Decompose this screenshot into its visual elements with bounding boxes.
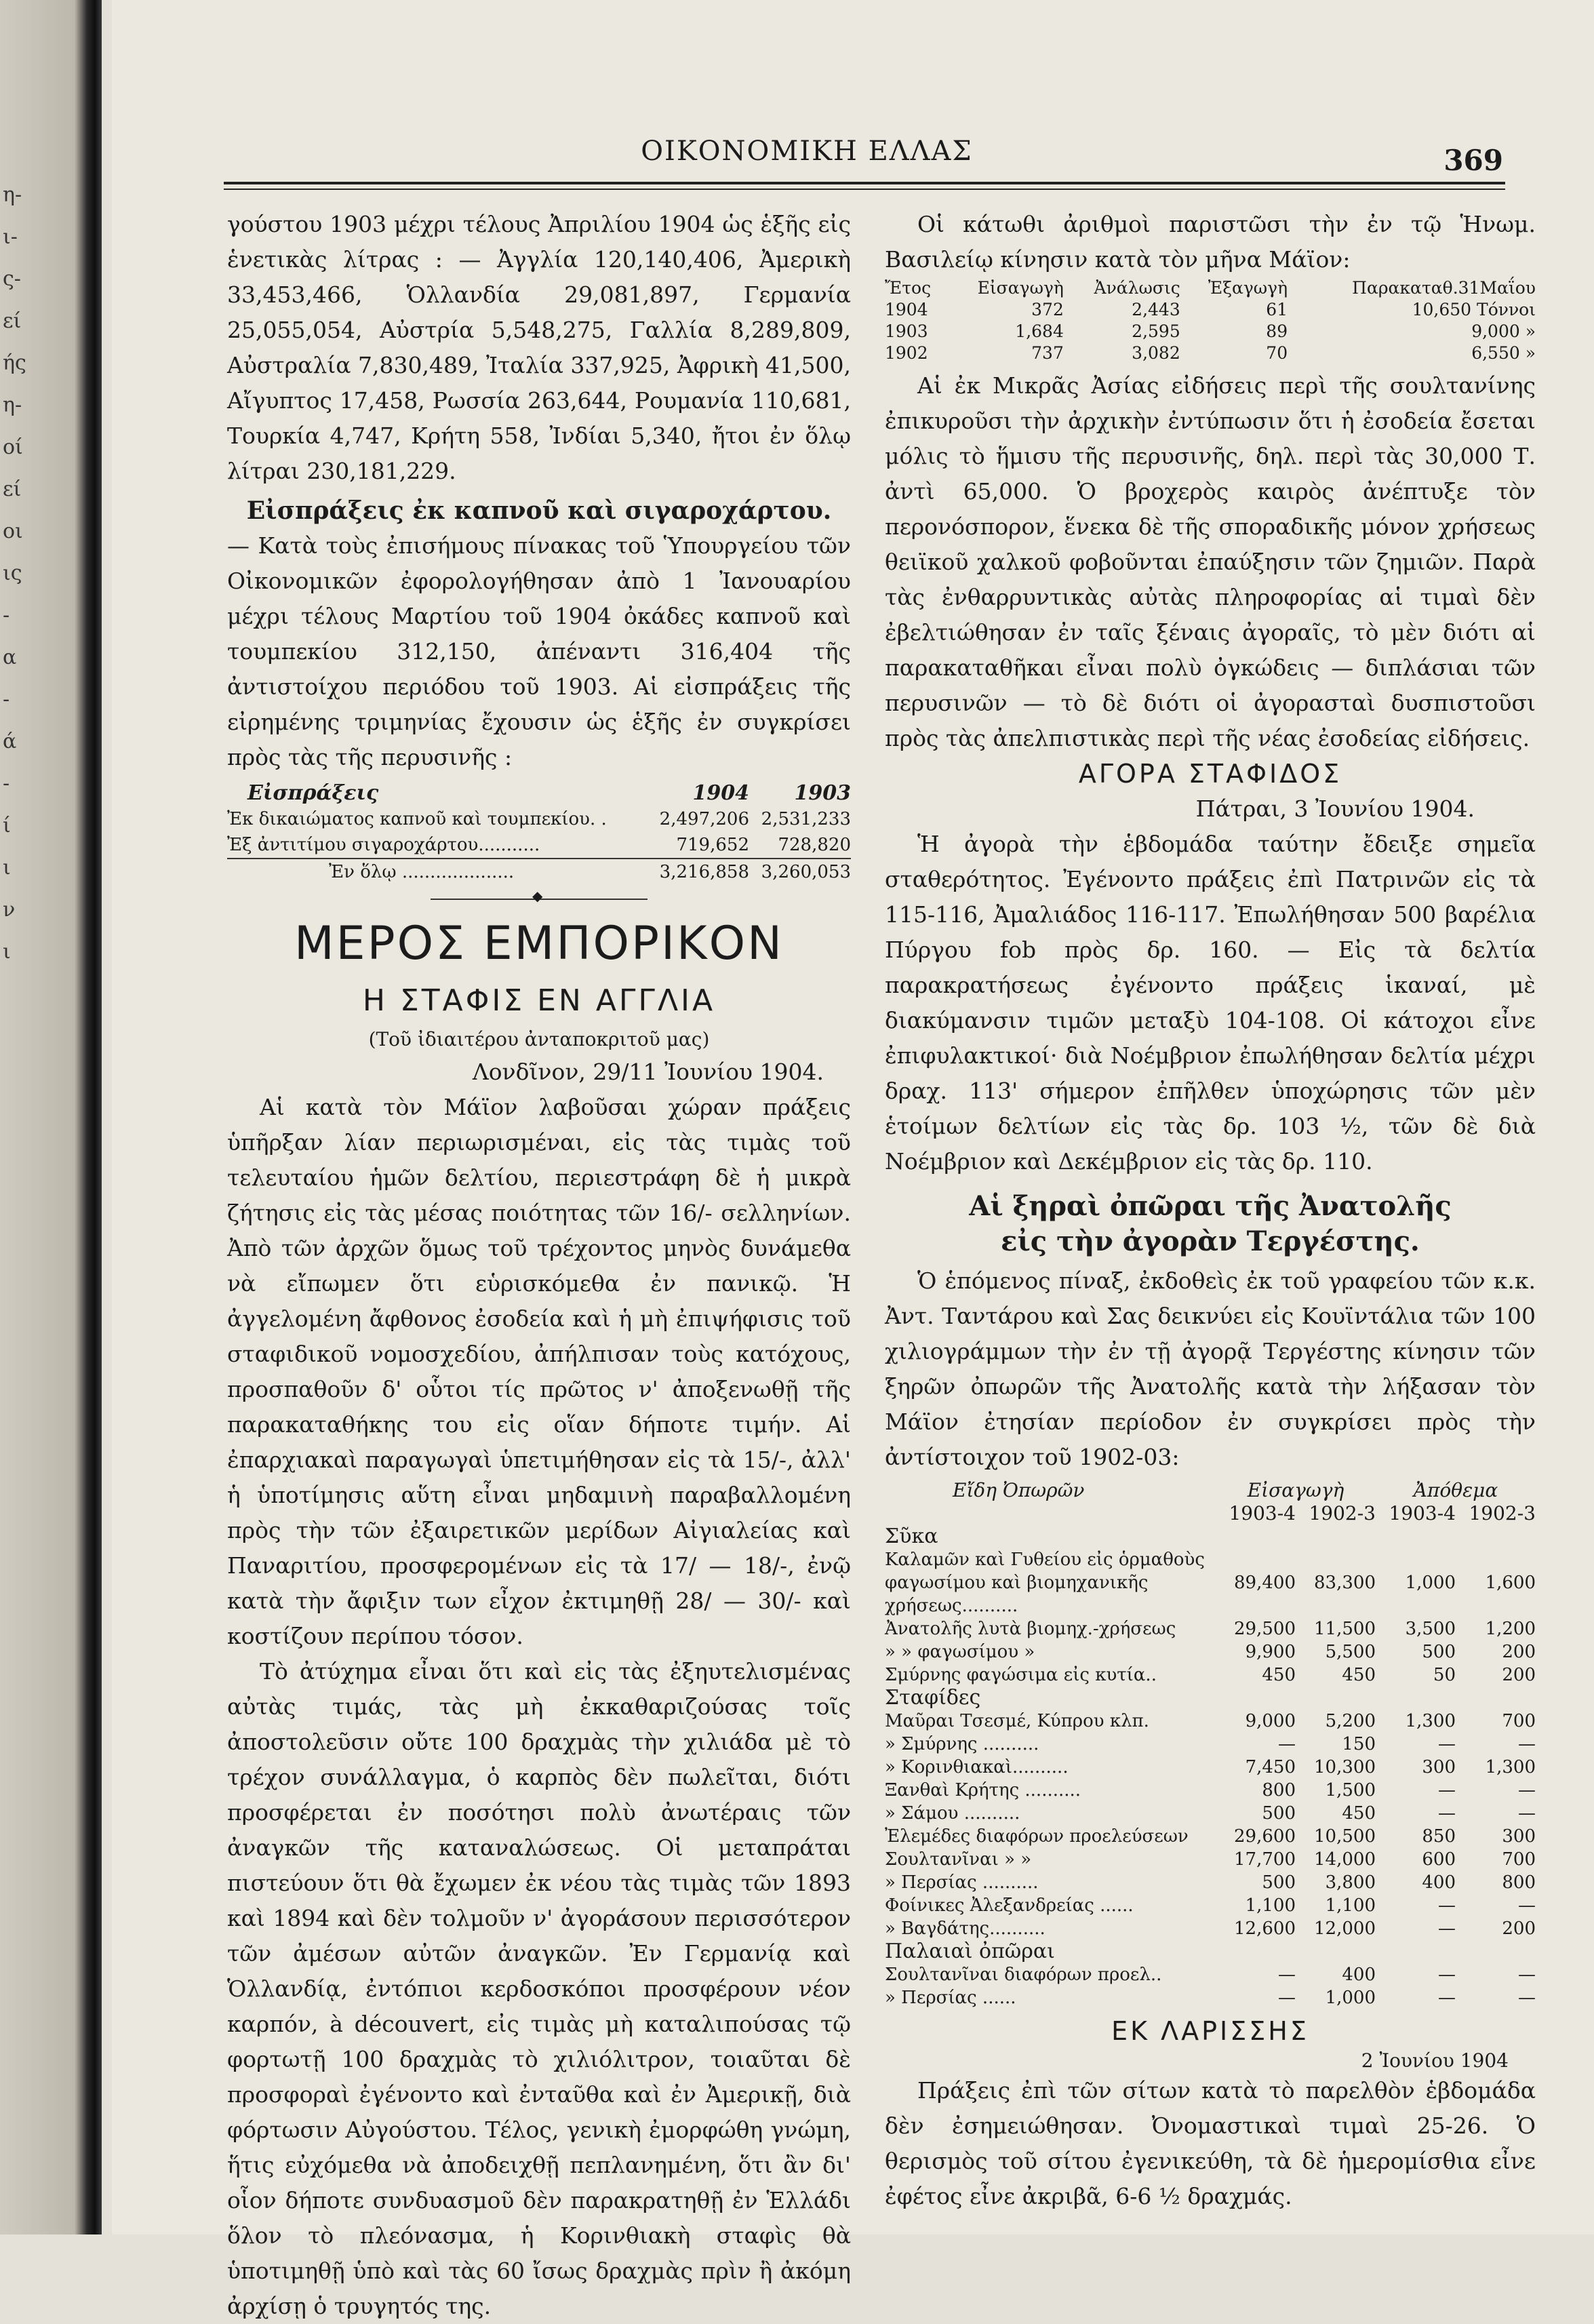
table-cell: 850: [1422, 1826, 1456, 1847]
margin-fragment: εί: [3, 477, 22, 501]
table-row: [885, 1963, 1536, 1986]
table-group-row: [885, 1525, 1536, 1548]
table-row: [885, 1779, 1536, 1802]
table-cell: 17,700: [1234, 1849, 1296, 1870]
article-dateline: Λονδῖνον, 29/11 Ἰουνίου 1904.: [472, 1059, 824, 1085]
table-cell: 200: [1502, 1642, 1536, 1662]
running-title: ΟΙΚΟΝΟΜΙΚΗ ΕΛΛΑΣ: [641, 136, 973, 167]
table-year: 1903-4: [1389, 1502, 1456, 1524]
table-row: [885, 1640, 1536, 1663]
table-cell: 150: [1342, 1734, 1376, 1754]
table-cell-label: Μαῦραι Τσεσμέ, Κύπρου κλπ.: [885, 1711, 1149, 1731]
table-row: [885, 1848, 1536, 1871]
margin-fragment: -: [3, 604, 10, 627]
table-cell: —: [1278, 1965, 1296, 1985]
table-row: [227, 806, 851, 832]
table-group-row: [885, 1687, 1536, 1710]
table-header-stock: Ἀπόθεμα: [1413, 1479, 1498, 1501]
table-cell: 3,082: [1132, 343, 1180, 363]
table-cell: 12,600: [1234, 1918, 1296, 1939]
right-column: [885, 207, 1536, 2214]
table-cell-label: Καλαμῶν καὶ Γυθείου εἰς ὁρμαθοὺς φαγωσίμου καὶ βιομηχανικῆς χρήσεως..........: [885, 1550, 1205, 1616]
table-cell: [1456, 1525, 1536, 1548]
table-cell: [1456, 1687, 1536, 1710]
table-cell-label: Ἐλεμέδες διαφόρων προελεύσεων: [885, 1826, 1189, 1847]
table-cell-label: » Σάμου ..........: [885, 1803, 1020, 1824]
table-cell: 400: [1342, 1965, 1376, 1985]
table-cell: —: [1438, 1965, 1456, 1985]
table-cell: 450: [1262, 1665, 1296, 1685]
margin-fragment: ί: [3, 814, 11, 838]
table-row: [885, 1802, 1536, 1825]
margin-fragment: ά: [3, 730, 17, 753]
market-dateline: Πάτραι, 3 Ἰουνίου 1904.: [1195, 795, 1475, 822]
table-row: [885, 1894, 1536, 1917]
table-cell-label: Φοίνικες Ἀλεξανδρείας ......: [885, 1895, 1134, 1916]
table-cell: —: [1278, 1988, 1296, 2008]
table-cell: 1,100: [1245, 1895, 1296, 1916]
table-row: [885, 1663, 1536, 1687]
margin-fragment: α: [3, 646, 17, 669]
table-cell: [1296, 1940, 1376, 1963]
table-cell: —: [1438, 1988, 1456, 2008]
margin-fragment: ι: [3, 856, 11, 880]
table-cell: —: [1438, 1895, 1456, 1916]
table-cell: 200: [1502, 1665, 1536, 1685]
book-gutter: [0, 0, 102, 2234]
table-cell: 2,531,233: [761, 809, 851, 829]
table-cell: —: [1278, 1734, 1296, 1754]
table-cell: —: [1518, 1734, 1536, 1754]
table-cell: —: [1438, 1918, 1456, 1939]
table-cell: 700: [1502, 1849, 1536, 1870]
table-cell: 6,550 »: [1471, 343, 1536, 363]
table-cell: —: [1518, 1895, 1536, 1916]
market-title: ΑΓΟΡΑ ΣΤΑΦΙΔΟΣ: [1078, 759, 1342, 789]
table-row: [885, 1710, 1536, 1733]
table-cell-label: » Σμύρνης ..........: [885, 1734, 1039, 1754]
table-row: [227, 832, 851, 859]
table-cell-label: » » φαγωσίμου »: [885, 1642, 1035, 1662]
table-header-row: [227, 781, 851, 806]
left-column: [227, 207, 851, 2324]
table-cell: [1376, 1525, 1456, 1548]
table-cell: [1296, 1687, 1376, 1710]
table-cell: 3,260,053: [749, 859, 851, 885]
table-cell-label: Σῦκα: [885, 1524, 938, 1548]
table-cell: 500: [1262, 1803, 1296, 1824]
table-cell: 300: [1422, 1757, 1456, 1777]
table-header-kind: Εἴδη Ὀπωρῶν: [953, 1479, 1085, 1501]
table-cell: —: [1438, 1734, 1456, 1754]
page-header: [112, 136, 1502, 176]
heading-tobacco-revenue: Εἰσπράξεις ἐκ καπνοῦ καὶ σιγαροχάρτου.: [246, 496, 832, 525]
table-cell: —: [1518, 1965, 1536, 1985]
table-cell: 500: [1262, 1872, 1296, 1893]
fruit-table-body: [885, 1525, 1536, 2009]
paragraph-larissa: Πράξεις ἐπὶ τῶν σίτων κατὰ τὸ παρελθὸν ἑβδομάδα δὲν ἐσημειώθησαν. Ὀνομαστικαὶ τιμαὶ 25-26. Ὁ θερισμὸς τοῦ σίτου ἐγενικεύθη, τὰ δὲ ἡμερομίσθια εἶνε ἐφέτος εἶνε ἀκριβᾶ, 6-6 ½ δραχμάς.: [885, 2077, 1536, 2209]
table-row: [885, 1871, 1536, 1894]
table-cell-label: » Περσίας ......: [885, 1988, 1016, 2008]
table-cell: 400: [1422, 1872, 1456, 1893]
table-cell: 12,000: [1314, 1918, 1376, 1939]
table-cell: 1,600: [1485, 1573, 1536, 1593]
larissa-date: 2 Ἰουνίου 1904: [1361, 2049, 1509, 2072]
table-cell: 700: [1502, 1711, 1536, 1731]
table-cell: 1,300: [1405, 1711, 1456, 1731]
margin-fragment: -: [3, 772, 10, 795]
table-years-row: [885, 1502, 1536, 1525]
table-cell: 3,800: [1325, 1872, 1376, 1893]
margin-fragment: ις: [3, 562, 22, 585]
table-header-1903: 1903: [794, 781, 851, 805]
larissa-title: ΕΚ ΛΑΡΙΣΣΗΣ: [1111, 2016, 1309, 2046]
table-cell: [1216, 1940, 1296, 1963]
table-cell-label: » Βαγδάτης..........: [885, 1918, 1045, 1939]
header-rule-top: [224, 182, 1505, 184]
table-cell: 1,000: [1325, 1988, 1376, 2008]
table-cell: 29,500: [1234, 1619, 1296, 1639]
table-cell: [1376, 1687, 1456, 1710]
table-cell: 1903: [885, 321, 928, 341]
table-header-import: Εἰσαγωγὴ: [1247, 1479, 1344, 1501]
table-cell: 89: [1266, 321, 1288, 341]
table-row: [885, 1733, 1536, 1756]
table-cell: 1,100: [1325, 1895, 1376, 1916]
margin-fragment: ι: [3, 940, 11, 964]
table-cell-label: » Περσίας ..........: [885, 1872, 1039, 1893]
table-header-1904: 1904: [692, 781, 749, 805]
table-cell: Ἐν ὅλῳ ....................: [227, 859, 647, 885]
fruit-title-line-2: εἰς τὴν ἀγορὰν Τεργέστης.: [1001, 1225, 1420, 1257]
paragraph-exports: γούστου 1903 μέχρι τέλους Ἀπριλίου 1904 ὡς ἑξῆς εἰς ἑνετικὰς λίτρας : — Ἀγγλία 120,140,406, Ἀμερικὴ 33,453,466, Ὁλλανδία 29,081,897, Γερμανία 25,055,054, Αὐστρία 5,548,275, Γαλλία 8,289,809, Αὐστραλία 7,830,489, Ἰταλία 337,925, Ἀφρικὴ 41,500, Αἴγυπτος 17,458, Ρωσσία 263,644, Ρουμανία 110,681, Τουρκία 4,747, Κρήτη 558, Ἰνδίαι 5,340, ἤτοι ἐν ὅλῳ λίτραι 230,181,229.: [227, 211, 851, 484]
table-row: [885, 1825, 1536, 1848]
table-cell: [1376, 1940, 1456, 1963]
table-cell: 1,200: [1485, 1619, 1536, 1639]
table-row: [885, 1617, 1536, 1640]
table-cell-label: Σμύρνης φαγώσιμα εἰς κυτία..: [885, 1665, 1157, 1685]
table-cell: 737: [1031, 343, 1064, 363]
margin-fragment: εί: [3, 309, 22, 333]
margin-fragment: ς-: [3, 267, 21, 291]
table-row: [885, 342, 1536, 364]
table-total-row: [227, 859, 851, 885]
table-header-cell: Ἔτος: [885, 278, 932, 298]
table-cell-label: Ἀνατολῆς λυτὰ βιομηχ.-χρήσεως: [885, 1619, 1176, 1639]
ornamental-divider: [431, 899, 647, 900]
margin-fragment: ν: [3, 898, 16, 922]
table-cell: 10,650 Τόννοι: [1412, 300, 1536, 319]
margin-fragment: οί: [3, 435, 23, 459]
table-cell: [1296, 1525, 1376, 1548]
table-cell: —: [1518, 1780, 1536, 1800]
table-cell: 728,820: [778, 835, 851, 855]
paragraph-article-1: Αἱ κατὰ τὸν Μάϊον λαβοῦσαι χώραν πράξεις ὑπῆρξαν λίαν περιωρισμέναι, εἰς τὰς τιμὰς τοῦ τελευταίου ἡμῶν δελτίου, περιεστράφη δὲ ἡ μικρὰ ζήτησις εἰς τὰς μέσας ποιότητας τῶν 16/- σελληνίων. Ἀπὸ τῶν ἀρχῶν ὅμως τοῦ τρέχοντος μηνὸς δυνάμεθα νὰ εἴπωμεν ὅτι εὑρισκόμεθα ἐν πανικῷ. Ἡ ἀγγελομένη ἄφθονος ἐσοδεία καὶ ἡ μὴ ἐπιψήφισις τοῦ σταφιδικοῦ νομοσχεδίου, ἀπήλπισαν τοὺς κατόχους, προσπαθοῦν δ' οὗτοι τίς πρῶτος ν' ἀποξενωθῇ τῆς παρακαταθήκης του εἰς οἵαν δήποτε τιμήν. Αἱ ἐπαρχιακαὶ παραγωγαὶ ὑπετιμήθησαν εἰς τὰ 15/-, ἀλλ' ἡ ὑποτίμησις αὕτη εἶναι μηδαμινὴ παραβαλλομένη πρὸς τὴν τῶν ἐξαιρετικῶν μερίδων Αἰγιαλείας καὶ Παναριτίου, προσφερομένων εἰς τὰ 17/ — 18/-, ἐνῷ κατὰ τὴν ἄφιξιν των εἶχον ἐκτιμηθῇ 28/ — 30/- καὶ κοστίζουν περίπου τόσον.: [227, 1094, 851, 1649]
article-title: Η ΣΤΑΦΙΣ ΕΝ ΑΓΓΛΙΑ: [362, 983, 716, 1018]
margin-fragment: οι: [3, 519, 23, 543]
table-row: [885, 299, 1536, 321]
table-cell: 10,500: [1314, 1826, 1376, 1847]
margin-fragment: -: [3, 688, 10, 711]
table-cell: 719,652: [676, 835, 749, 855]
fruit-title-line-1: Αἱ ξηραὶ ὀπῶραι τῆς Ἀνατολῆς: [969, 1190, 1452, 1222]
table-cell: 2,443: [1132, 300, 1180, 319]
table-row: [885, 1548, 1536, 1617]
table-cell: 2,497,206: [659, 809, 749, 829]
margin-fragment: ής: [3, 351, 26, 375]
table-header-cell: Ἀνάλωσις: [1094, 278, 1180, 298]
table-year: 1902-3: [1469, 1502, 1536, 1524]
table-cell: 7,450: [1245, 1757, 1296, 1777]
table-cell: [1456, 1940, 1536, 1963]
table-header-cell: Ἐξαγωγὴ: [1208, 278, 1288, 298]
table-cell: 29,600: [1234, 1826, 1296, 1847]
table-cell-label: » Κορινθιακαὶ..........: [885, 1757, 1069, 1777]
table-cell: Ἐκ δικαιώματος καπνοῦ καὶ τουμπεκίου. .: [227, 809, 607, 829]
trieste-fruit-table: [885, 1479, 1536, 2009]
table-cell: 200: [1502, 1918, 1536, 1939]
margin-fragment: η-: [3, 183, 22, 207]
table-cell: 450: [1342, 1665, 1376, 1685]
table-cell: 83,300: [1314, 1573, 1376, 1593]
table-header-row: [885, 277, 1536, 299]
table-cell: —: [1518, 1803, 1536, 1824]
article-source: (Τοῦ ἰδιαιτέρου ἀνταποκριτοῦ μας): [368, 1028, 710, 1050]
table-cell: 61: [1266, 300, 1288, 319]
table-cell: 50: [1433, 1665, 1456, 1685]
table-header-label: Εἰσπράξεις: [247, 781, 379, 805]
table-cell: 9,900: [1245, 1642, 1296, 1662]
table-cell: 1,500: [1325, 1780, 1376, 1800]
uk-movement-table: [885, 277, 1536, 364]
table-cell: 372: [1031, 300, 1064, 319]
paragraph-article-2: Τὸ ἀτύχημα εἶναι ὅτι καὶ εἰς τὰς ἐξηυτελισμένας αὐτὰς τιμάς, τὰς μὴ ἐκκαθαριζούσας τοῖς ἀποστολεῦσιν οὔτε 100 δραχμὰς τὴν χιλιάδα μὲ τὸ τρέχον συνάλλαγμα, ὁ καρπὸς δὲν πωλεῖται, διότι προσφέρεται ἐν ποσότησι πολὺ ἀνωτέραις τῶν ἀναγκῶν τῆς καταναλώσεως. Οἱ μεταπράται πιστεύουν ὅτι θὰ ἔχωμεν ἐκ νέου τὰς τιμὰς τῶν 1893 καὶ 1894 καὶ δὲν τολμοῦν ν' ἀγοράσουν περισσότερον τῶν ἀμέσων αὐτῶν ἀναγκῶν. Ἐν Γερμανίᾳ καὶ Ὁλλανδίᾳ, ἐντόπιοι κερδοσκόποι προσφέρουν νέον καρπόν, à découvert, εἰς τιμὰς μὴ καταλιπούσας τῷ φορτωτῇ 100 δραχμὰς τὸ χιλιόλιτρον, τοιαῦται δὲ προσφοραὶ ἐγένοντο καὶ ἐνταῦθα καὶ ἐν Ἀμερικῇ, διὰ φόρτωσιν Αὐγούστου. Τέλος, γενικὴ ἐμορφώθη γνώμη, ἥτις εὐχόμεθα νὰ ἀποδειχθῇ πεπλανημένη, ὅτι ἂν δι' οἷον δήποτε συνδυασμοῦ δὲν παρακρατηθῇ ἐν Ἑλλάδι ὅλον τὸ πλεόνασμα, ἡ Κορινθιακὴ σταφὶς θὰ ὑποτιμηθῇ ὑπὸ καὶ τὰς 60 ἴσως δραχμὰς πρὶν ἢ ἀκόμη ἀρχίσῃ ὁ τρυγητός της.: [227, 1658, 851, 2319]
table-cell-label: Ξανθαὶ Κρήτης ..........: [885, 1780, 1081, 1800]
table-cell: 600: [1422, 1849, 1456, 1870]
section-title: ΜΕΡΟΣ ΕΜΠΟΡΙΚΟΝ: [294, 917, 784, 970]
table-cell: 500: [1422, 1642, 1456, 1662]
table-header-cell: Παρακαταθ.31Μαΐου: [1352, 278, 1536, 298]
table-header-cell: Εἰσαγωγὴ: [977, 278, 1064, 298]
table-cell: 5,500: [1325, 1642, 1376, 1662]
table-cell: [1216, 1525, 1296, 1548]
table-cell: 3,500: [1405, 1619, 1456, 1639]
table-cell: 10,300: [1314, 1757, 1376, 1777]
table-year: 1903-4: [1229, 1502, 1296, 1524]
table-cell: —: [1438, 1780, 1456, 1800]
table-cell: 70: [1266, 343, 1288, 363]
table-cell: 14,000: [1314, 1849, 1376, 1870]
table-cell-label: Παλαιαὶ ὀπῶραι: [885, 1939, 1055, 1963]
table-cell: 1904: [885, 300, 928, 319]
table-cell: 800: [1262, 1780, 1296, 1800]
table-cell: 3,216,858: [647, 859, 749, 885]
table-cell: 89,400: [1234, 1573, 1296, 1593]
margin-fragment: η-: [3, 393, 22, 417]
table-cell: —: [1438, 1803, 1456, 1824]
table-cell: 300: [1502, 1826, 1536, 1847]
table-cell: 11,500: [1314, 1619, 1376, 1639]
table-cell: Ἐξ ἀντιτίμου σιγαροχάρτου...........: [227, 835, 540, 855]
table-cell: 1,684: [1015, 321, 1064, 341]
paragraph-uk-movement: Οἱ κάτωθι ἀριθμοὶ παριστῶσι τὴν ἐν τῷ Ἡνωμ. Βασιλείῳ κίνησιν κατὰ τὸν μῆνα Μάϊον:: [885, 211, 1536, 273]
table-row: [885, 1986, 1536, 2009]
table-group-row: [885, 1940, 1536, 1963]
table-cell-label: Σουλτανῖναι διαφόρων προελ..: [885, 1965, 1162, 1985]
table-cell: 800: [1502, 1872, 1536, 1893]
page-number: 369: [1443, 144, 1503, 177]
table-cell: 9,000 »: [1471, 321, 1536, 341]
paragraph-sultanina: Αἱ ἐκ Μικρᾶς Ἀσίας εἰδήσεις περὶ τῆς σουλτανίνης ἐπικυροῦσι τὴν ἀρχικὴν ἐντύπωσιν ὅτι ἡ ἐσοδεία ἔσεται μόλις τὸ ἥμισυ τῆς περυσινῆς, δηλ. περὶ τὰς 30,000 Τ. ἀντὶ 65,000. Ὁ βροχερὸς καιρὸς ἀνέπτυξε τὸν περονόσπορον, ἕνεκα δὲ τῆς σποραδικῆς μόνον χρήσεως θειϊκοῦ χαλκοῦ φοβοῦνται ἐπαύξησιν τῶν ζημιῶν. Παρὰ τὰς ἐνθαρρυντικὰς αὐτὰς πληροφορίας αἱ τιμαὶ δὲν ἐβελτιώθησαν ἐν ταῖς ξέναις ἀγοραῖς, τὸ μὲν διότι αἱ παρακαταθῆκαι εἶναι πολὺ ὀγκώδεις — διπλάσιαι τῶν περυσινῶν — τὸ δὲ διότι οἱ ἀγορασταὶ δυσπιστοῦσι πρὸς τὰς ἀπελπιστικὰς περὶ τῆς νέας ἐσοδείας εἰδήσεις.: [885, 372, 1536, 751]
table-row: [885, 1756, 1536, 1779]
tobacco-revenue-table: [227, 781, 851, 885]
table-row: [885, 1917, 1536, 1940]
table-cell-label: Σταφίδες: [885, 1686, 981, 1710]
table-cell: 9,000: [1245, 1711, 1296, 1731]
paragraph-market: Ἡ ἀγορὰ τὴν ἑβδομάδα ταύτην ἔδειξε σημεῖα σταθερότητος. Ἐγένοντο πράξεις ἐπὶ Πατρινῶν εἰς τὰ 115-116, Ἀμαλιάδος 116-117. Ἐπωλήθησαν 500 βαρέλια Πύργου fob πρὸς δρ. 160. — Εἰς τὰ δελτία παρακρατήσεως ἐγένοντο πράξεις ἱκαναί, μὲ διακύμανσιν τιμῶν μεταξὺ 104-108. Οἱ κάτοχοι εἶνε ἐπιφυλακτικοί· διὰ Νοέμβριον ἐπωλήθησαν δελτία μέχρι δραχ. 113' σήμερον ἐπῆλθεν ὑποχώρησις τῶν μὲν ἑτοίμων δελτίων εἰς τὰς δρ. 103 ½, τῶν δὲ διὰ Νοέμβριον καὶ Δεκέμβριον εἰς τὰς δρ. 110.: [885, 831, 1536, 1175]
table-row: [885, 321, 1536, 342]
paragraph-trieste: Ὁ ἑπόμενος πίναξ, ἐκδοθεὶς ἐκ τοῦ γραφείου τῶν κ.κ. Ἀντ. Ταντάρου καὶ Σας δεικνύει εἰς Κουϊντάλια τῶν 100 χιλιογράμμων τὴν ἐν τῇ ἀγορᾷ Τεργέστης κίνησιν τῶν ξηρῶν ὀπωρῶν τῆς Ἀνατολῆς κατὰ τὴν λήξασαν τὸν Μάϊον ἐτησίαν περίοδον ἐν συγκρίσει πρὸς τὴν ἀντίστοιχον τοῦ 1902-03:: [885, 1267, 1536, 1470]
table-cell: —: [1518, 1988, 1536, 2008]
paragraph-tobacco: — Κατὰ τοὺς ἐπισήμους πίνακας τοῦ Ὑπουργείου τῶν Οἰκονομικῶν ἐφορολογήθησαν ἀπὸ 1 Ἰανουαρίου μέχρι τέλους Μαρτίου τοῦ 1904 ὀκάδες καπνοῦ καὶ τουμπεκίου 312,150, ἀπέναντι 316,404 τῆς ἀντιστοίχου περιόδου τοῦ 1903. Αἱ εἰσπράξεις τῆς εἰρημένης τριμηνίας ἔχουσιν ὡς ἑξῆς ἐν συγκρίσει πρὸς τὰς τῆς περυσινῆς :: [227, 532, 851, 770]
table-cell: 1,000: [1405, 1573, 1456, 1593]
table-cell: [1216, 1687, 1296, 1710]
table-cell-label: Σουλτανῖναι » »: [885, 1849, 1032, 1870]
table-cell: 5,200: [1325, 1711, 1376, 1731]
table-header-row: [885, 1479, 1536, 1502]
header-rule-bottom: [224, 189, 1505, 190]
table-cell: 1,300: [1485, 1757, 1536, 1777]
table-cell: 1902: [885, 343, 928, 363]
table-cell: 2,595: [1132, 321, 1180, 341]
margin-fragment: ι-: [3, 225, 18, 249]
table-year: 1902-3: [1309, 1502, 1376, 1524]
table-cell: 450: [1342, 1803, 1376, 1824]
